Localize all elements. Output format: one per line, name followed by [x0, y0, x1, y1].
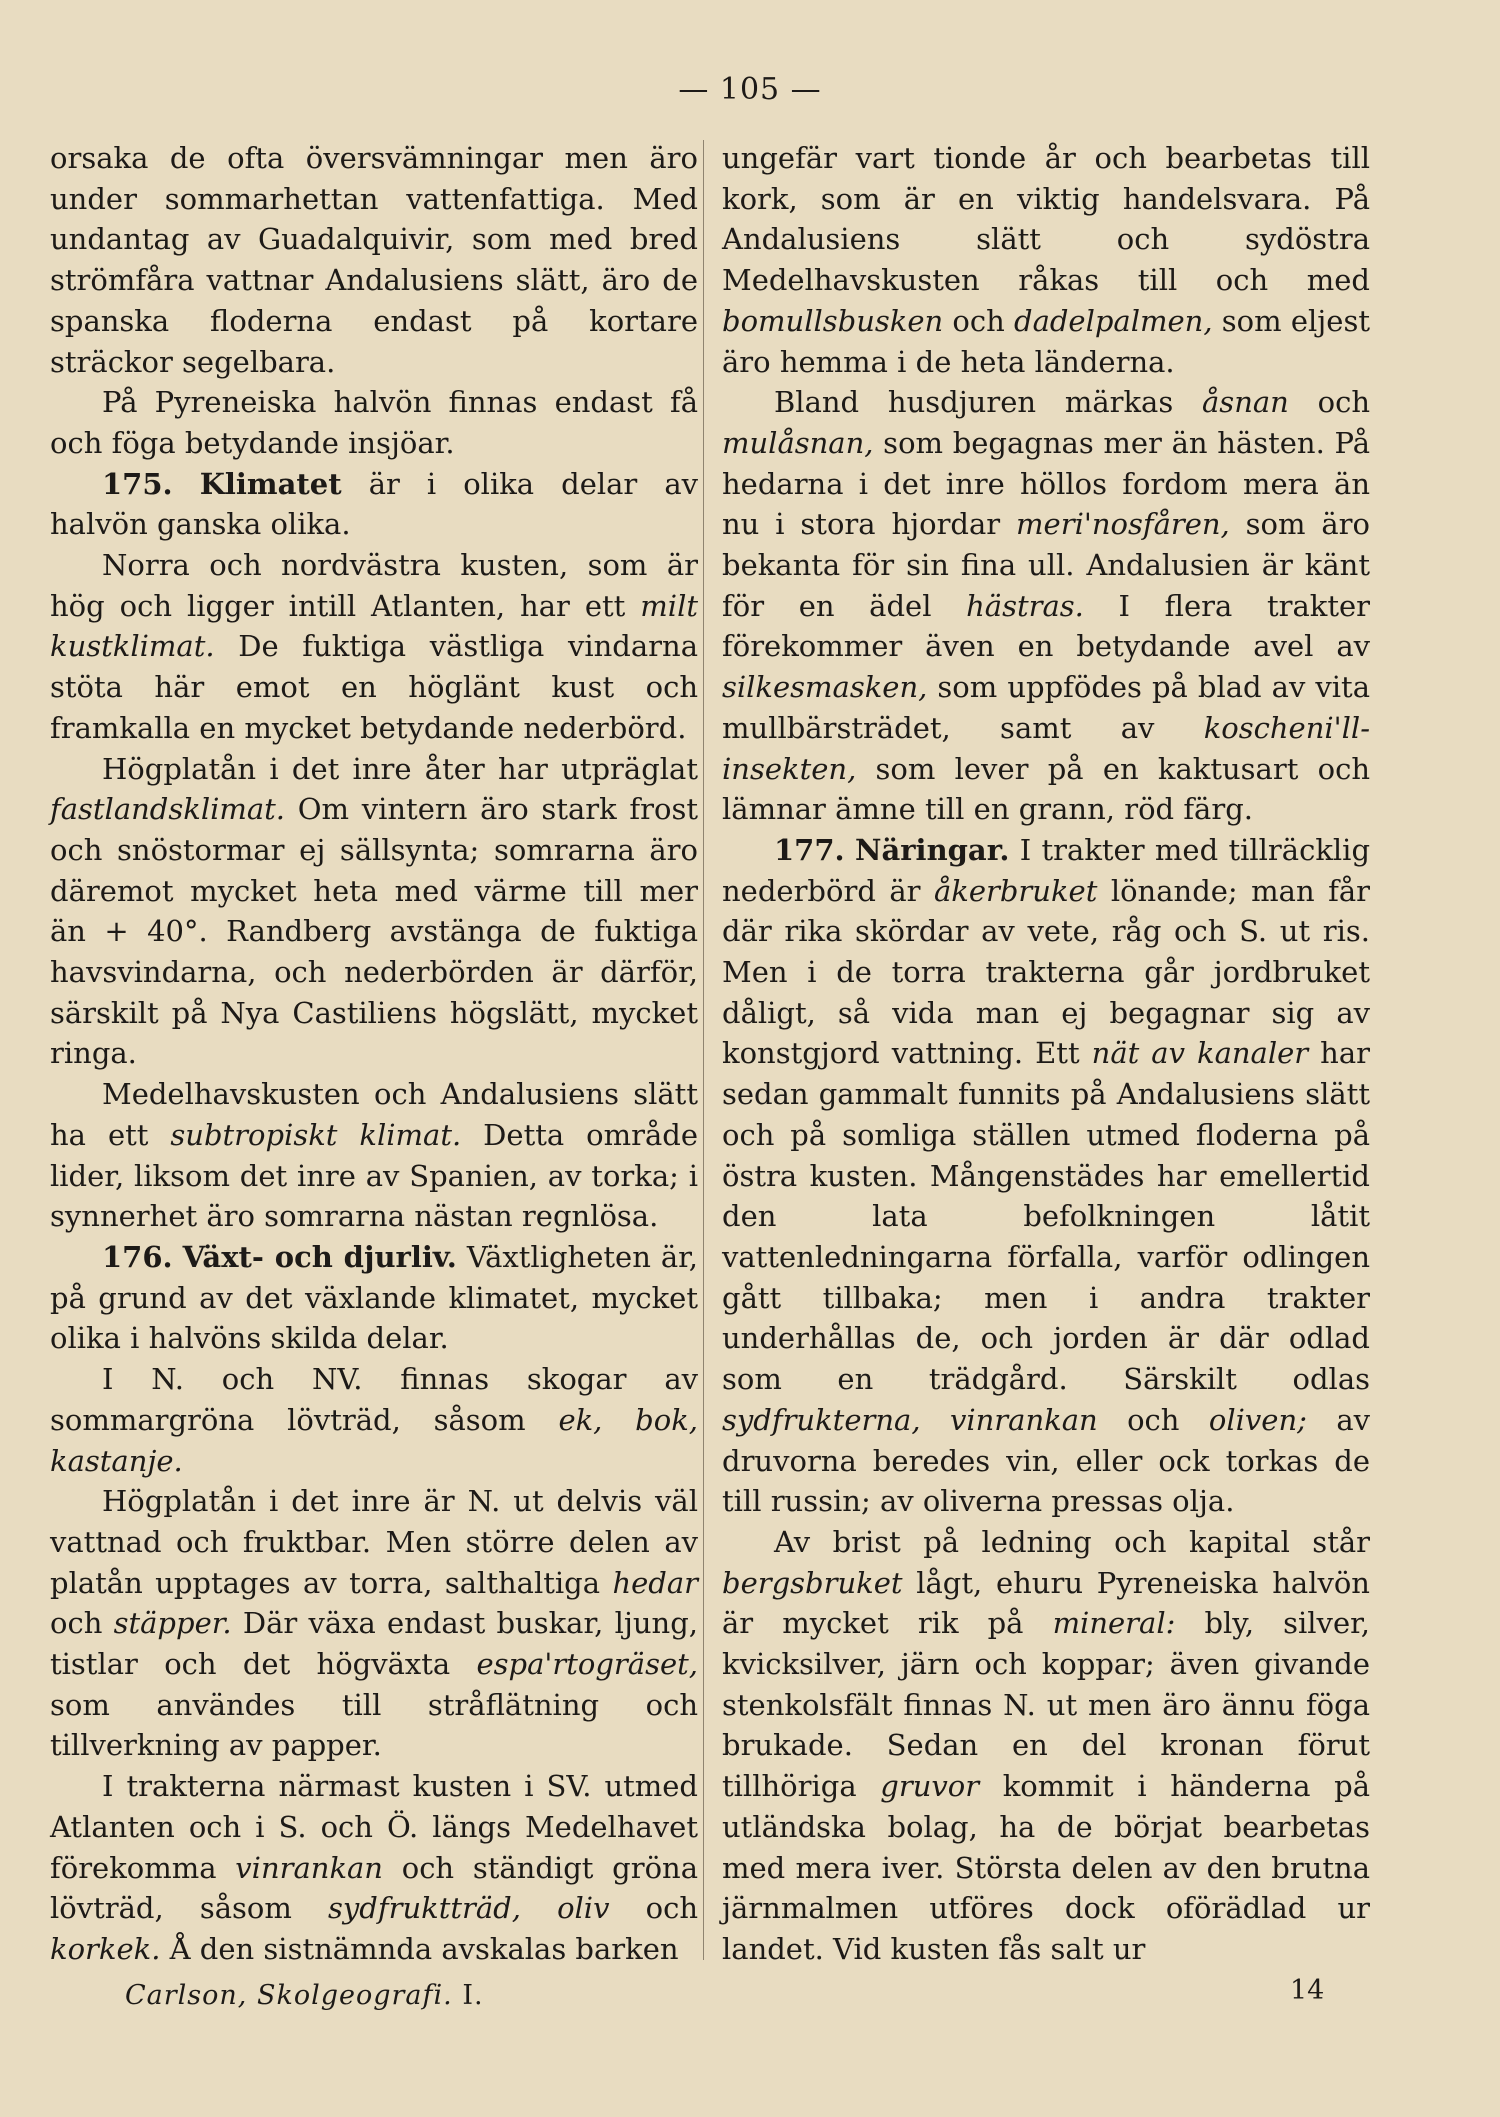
italic-term: hästras.	[966, 588, 1084, 623]
italic-term: åsnan	[1202, 385, 1289, 420]
text-run: I N. och NV. finnas skogar av sommargröna lövträd, såsom	[50, 1362, 698, 1437]
text-run: Där växa endast buskar, ljung, tistlar och det högväxta	[50, 1606, 698, 1682]
text-run: som äro bekanta för sin fina ull. Andalusien är känt för en ädel	[722, 507, 1371, 623]
text-run	[173, 1240, 183, 1274]
text-run: som eljest äro hemma i de heta länderna.	[722, 303, 1370, 379]
text-run: Medelhavskusten och Andalusiens slätt ha ett	[50, 1077, 698, 1152]
text-run: orsaka de ofta översvämningar men äro under sommarhettan vattenfattiga. Med undantag av Guadalquivir, som med bred strömfåra vattnar Andalusiens slätt, äro de spanska floderna endast på kortare sträckor segelbara.	[50, 141, 698, 379]
section-title: Växt- och djurliv.	[182, 1239, 457, 1274]
paragraph	[50, 1237, 698, 1359]
text-run: lågt, ehuru Pyreneiska halvön är mycket rik på	[722, 1565, 1370, 1641]
italic-term: sydfrukterna, vinrankan	[722, 1402, 1098, 1437]
text-run: Norra och nordvästra kusten, som är hög och ligger intill Atlanten, har ett	[50, 548, 698, 623]
text-run	[845, 833, 855, 867]
text-run: och	[943, 303, 1015, 338]
page-number: — 105 —	[678, 72, 822, 107]
section-number: 177.	[774, 832, 845, 867]
text-run: Av brist på ledning och kapital står	[774, 1524, 1370, 1559]
italic-term: milt kustklimat.	[50, 588, 698, 664]
italic-term: fastlandsklimat.	[50, 792, 286, 827]
section-title: Klimatet	[199, 466, 342, 501]
text-run: Växtligheten är, på grund av det växlande klimatet, mycket olika i halvöns skilda delar.	[50, 1239, 698, 1356]
paragraph	[50, 749, 698, 1075]
section-title: Näringar.	[854, 832, 1010, 867]
italic-term: hedar	[612, 1565, 698, 1600]
footer-volume: I.	[462, 1980, 484, 2011]
text-run: och	[1097, 1402, 1209, 1437]
text-run: Om vintern äro stark frost och snöstormar ej sällsynta; somrarna äro däremot mycket heta med värme till mer än + 40°. Randberg avstänga de fuktiga havsvindarna, och nederbörden är därför, särskilt på Nya Castiliens högslätt, mycket ringa.	[50, 792, 698, 1071]
italic-term: vinrankan	[235, 1850, 383, 1885]
text-run: som uppfödes på blad av vita mullbärsträdet, samt av	[722, 670, 1370, 745]
paragraph	[50, 1359, 698, 1481]
footer-author: Carlson, Skolgeografi.	[125, 1980, 453, 2011]
text-run: lönande; man får där rika skördar av vete, råg och S. ut ris. Men i de torra trakterna går jordbruket dåligt, så vida man ej begagnar sig av konstgjord vattning. Ett	[722, 873, 1370, 1071]
italic-term: stäpper.	[113, 1606, 232, 1641]
paragraph	[50, 1481, 698, 1766]
text-run: som användes till stråflätning och tillverkning av papper.	[50, 1687, 698, 1763]
text-run: är i olika delar av halvön ganska olika.	[50, 466, 699, 542]
section-number: 175.	[102, 466, 173, 501]
paragraph	[50, 545, 698, 749]
italic-term: oliven;	[1208, 1402, 1307, 1437]
text-run: De fuktiga västliga vindarna stöta här emot en höglänt kust och framkalla en mycket betydande nederbörd.	[50, 629, 698, 745]
text-run: Å den sistnämnda avskalas barken	[160, 1931, 679, 1966]
text-run: som lever på en kaktusart och lämnar ämne till en grann, röd färg.	[722, 751, 1370, 827]
text-run: har sedan gammalt funnits på Andalusiens slätt och på somliga ställen utmed floderna på östra kusten. Mångenstädes har emellertid den lata befolkningen låtit vattenledningarna förfalla, varför odlingen gått tillbaka; men i andra trakter underhållas de, och jorden är där odlad som en trädgård. Särskilt odlas	[722, 1036, 1370, 1397]
text-run: Bland husdjuren märkas	[774, 385, 1203, 420]
text-run: ungefär vart tionde år och bearbetas till kork, som är en viktig handelsvara. På Andalusiens slätt och sydöstra Medelhavskusten råkas till och med	[722, 141, 1370, 298]
italic-term: gruvor	[880, 1769, 980, 1804]
text-run: och	[1288, 385, 1370, 420]
paragraph	[722, 138, 1370, 382]
italic-term: koscheni'll-insekten,	[722, 710, 1370, 786]
text-run: Detta område lider, liksom det inre av Spanien, av torka; i synnerhet äro somrarna nästan regnlösa.	[50, 1117, 698, 1234]
italic-term: espa'rtogräset,	[476, 1647, 698, 1682]
italic-term: silkesmasken,	[722, 670, 928, 705]
section-number: 176.	[102, 1239, 173, 1274]
paragraph	[722, 830, 1370, 1522]
right-column	[722, 138, 1370, 1970]
text-run: och ständigt gröna lövträd, såsom	[50, 1850, 698, 1926]
italic-term: åkerbruket	[933, 873, 1098, 908]
text-run: På Pyreneiska halvön finnas endast få och föga betydande insjöar.	[50, 385, 698, 460]
paragraph	[50, 1074, 698, 1237]
italic-term: mulåsnan,	[722, 425, 874, 460]
italic-term: sydfruktträd, oliv	[328, 1891, 610, 1926]
paragraph	[722, 1522, 1370, 1970]
italic-term: mineral:	[1052, 1606, 1176, 1641]
italic-term: subtropiskt klimat.	[170, 1117, 462, 1152]
text-run: I trakterna närmast kusten i SV. utmed Atlanten och i S. och Ö. längs Medelhavet förekomma	[50, 1769, 698, 1885]
footer-citation	[125, 1980, 484, 2011]
text-run: Högplatån i det inre är N. ut delvis väl vattnad och fruktbar. Men större delen av platån upptages av torra, salthaltiga	[50, 1484, 698, 1600]
italic-term: bomullsbusken	[722, 303, 944, 338]
paragraph	[50, 1766, 698, 1970]
left-column	[50, 138, 698, 1970]
text-run: som begagnas mer än hästen. På hedarna i det inre höllos fordom mera än nu i stora hjordar	[722, 425, 1370, 542]
paragraph	[50, 382, 698, 463]
text-run	[173, 467, 200, 501]
text-run: I flera trakter förekommer även en betydande avel av	[722, 588, 1370, 664]
text-run: Högplatån i det inre åter har utpräglat	[102, 751, 698, 786]
text-run: av druvorna beredes vin, eller ock torkas de till russin; av oliverna pressas olja.	[722, 1402, 1370, 1519]
italic-term: korkek.	[50, 1931, 161, 1966]
italic-term: nät av kanaler	[1091, 1036, 1309, 1071]
text-run: och	[50, 1606, 114, 1641]
italic-term: dadelpalmen,	[1014, 303, 1213, 338]
italic-term: meri'nosfåren,	[1016, 507, 1230, 542]
italic-term: bergsbruket	[722, 1565, 903, 1600]
text-run: I trakter med tillräcklig nederbörd är	[722, 832, 1371, 908]
paragraph	[50, 138, 698, 382]
text-run: kommit i händerna på utländska bolag, ha de börjat bearbetas med mera iver. Största delen av den brutna järnmalmen utföres dock oförädlad ur landet. Vid kusten fås salt ur	[722, 1769, 1370, 1966]
paragraph	[722, 382, 1370, 830]
text-run: bly, silver, kvicksilver, järn och koppar; även givande stenkolsfält finnas N. ut men äro ännu föga brukade. Sedan en del kronan förut tillhöriga	[722, 1606, 1370, 1804]
text-run: och	[609, 1891, 699, 1926]
italic-term: ek, bok, kastanje.	[50, 1402, 698, 1478]
paragraph	[50, 464, 698, 545]
printer-signature: 14	[1290, 1975, 1325, 2006]
column-divider	[703, 140, 704, 1960]
